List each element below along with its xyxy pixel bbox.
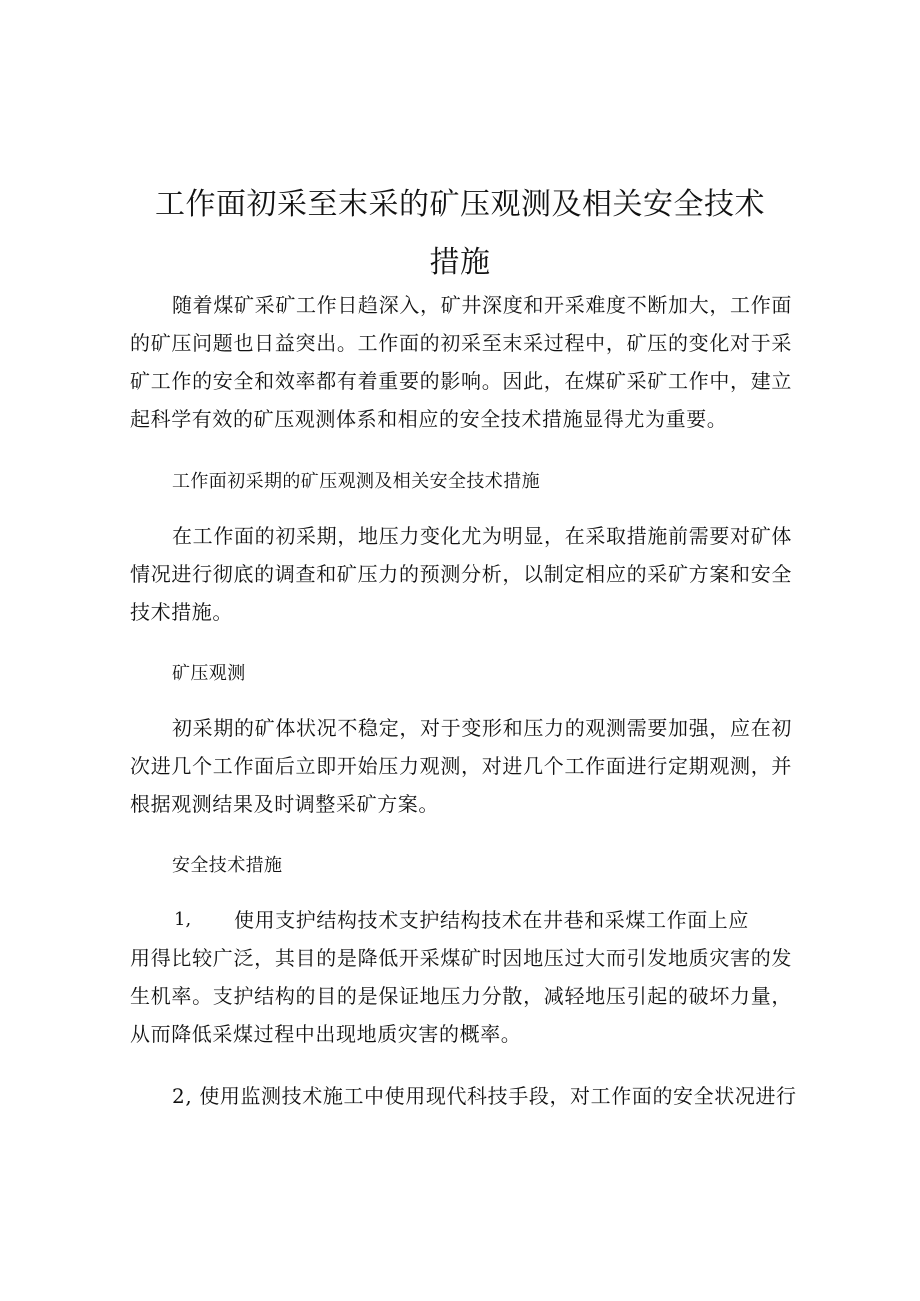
list-item-2: 2, 使用监测技术施工中使用现代科技手段，对工作面的安全状况进行: [172, 1084, 797, 1108]
list-item-1-first-line: 使用支护结构技术支护结构技术在井巷和采煤工作面上应: [234, 908, 749, 932]
section-paragraph-initial-mining: 在工作面的初采期，地压力变化尤为明显，在采取措施前需要对矿体情况进行彻底的调查和矿压力的预测分析，以制定相应的采矿方案和安全技术措施。: [130, 524, 792, 624]
section-heading-initial-mining: 工作面初采期的矿压观测及相关安全技术措施: [172, 471, 540, 492]
paragraph-pressure-observation: 初采期的矿体状况不稳定，对于变形和压力的观测需要加强，应在初次进几个工作面后立即开始压力观测，对进几个工作面进行定期观测，并根据观测结果及时调整采矿方案。: [130, 716, 792, 816]
subheading-safety-measures: 安全技术措施: [172, 855, 283, 876]
list-item-1-continuation: 用得比较广泛，其目的是降低开采煤矿时因地压过大而引发地质灾害的发生机率。支护结构的目的是保证地压力分散，减轻地压引起的破坏力量，从而降低采煤过程中出现地质灾害的概率。: [130, 946, 792, 1046]
list-item-1-number: 1,: [174, 909, 192, 930]
subheading-pressure-observation: 矿压观测: [172, 663, 246, 684]
title-line-1: 工作面初采至末采的矿压观测及相关安全技术: [155, 187, 765, 222]
intro-paragraph: 随着煤矿采矿工作日趋深入，矿井深度和开采难度不断加大，工作面的矿压问题也日益突出。工作面的初采至末采过程中，矿压的变化对于采矿工作的安全和效率都有着重要的影响。因此，在煤矿采矿工作中，建立起科学有效的矿压观测体系和相应的安全技术措施显得尤为重要。: [130, 293, 792, 431]
title-line-2: 措施: [429, 245, 491, 280]
document-title: [120, 176, 800, 292]
